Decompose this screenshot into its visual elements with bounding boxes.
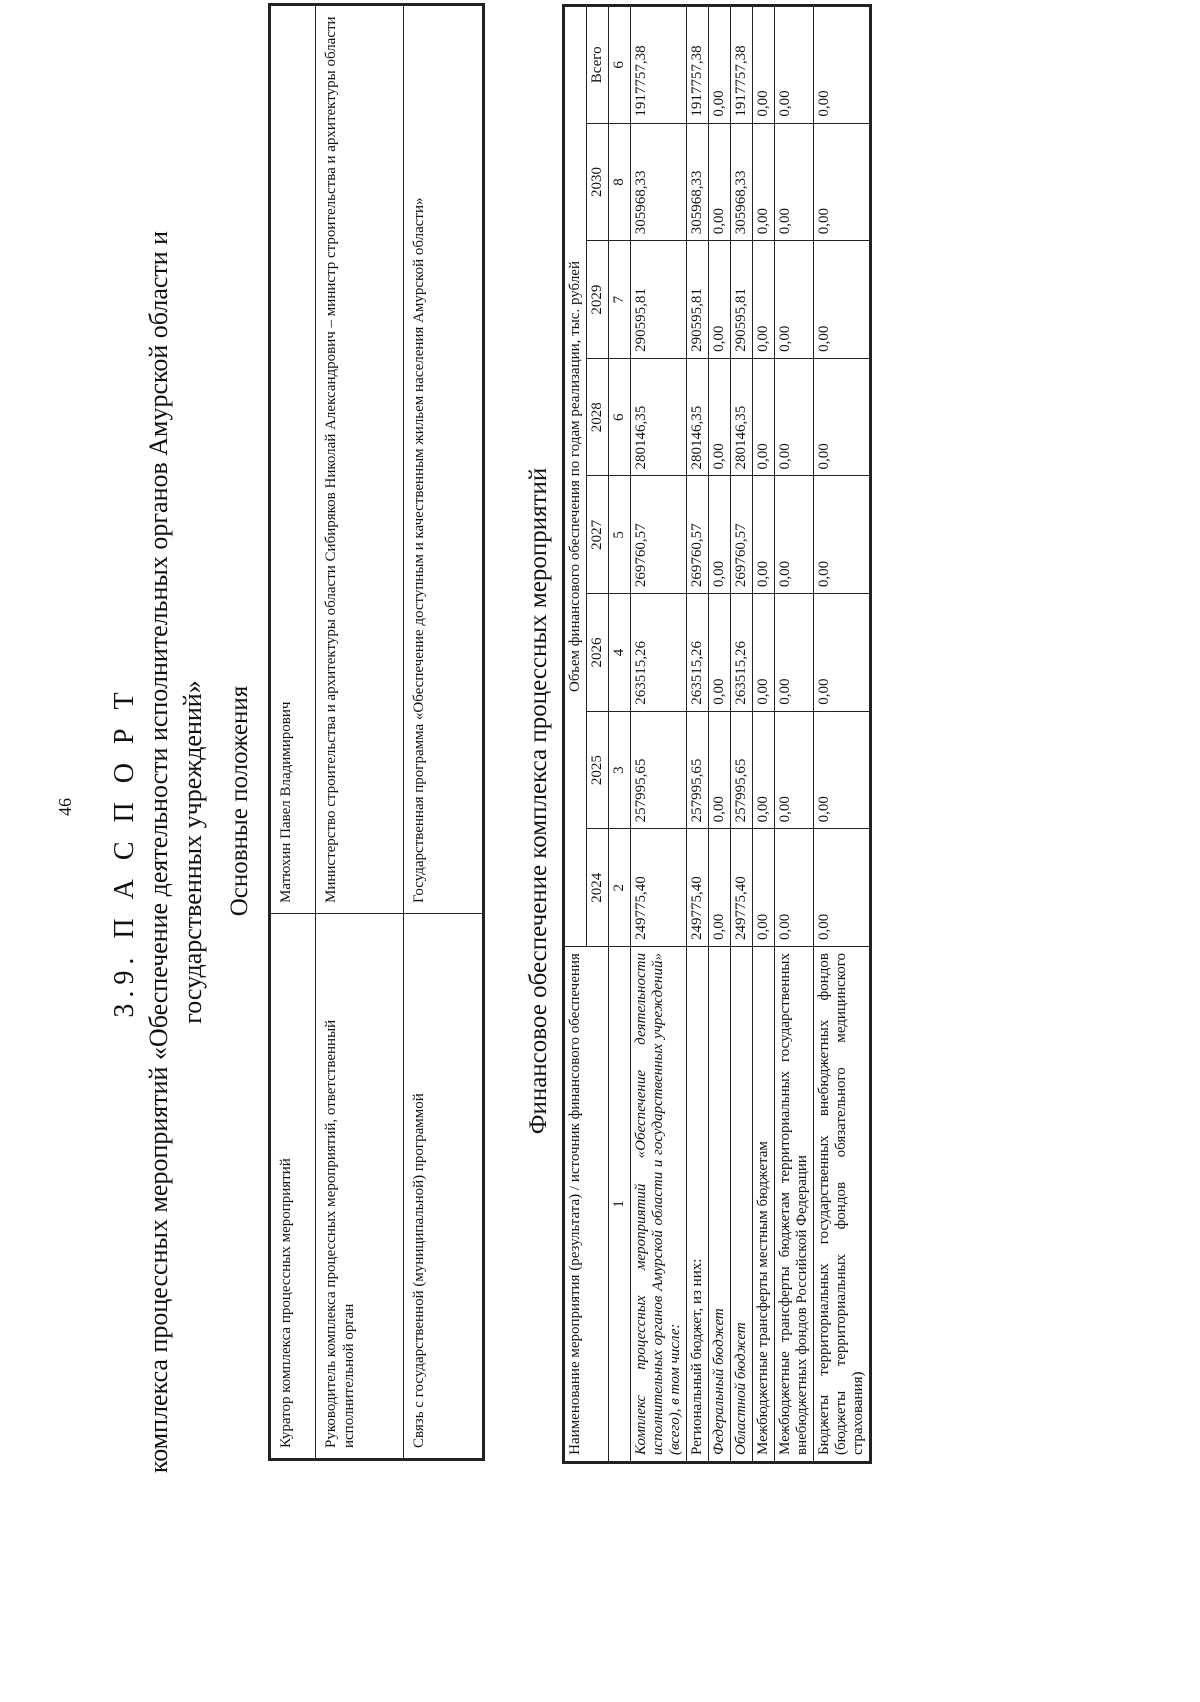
value-cell: 0,00 <box>753 6 775 124</box>
basics-value: Государственная программа «Обеспечение доступным и качественным жильем населения Амурской области» <box>404 5 484 914</box>
value-cell: 0,00 <box>709 711 731 829</box>
basics-row-curator <box>270 5 316 1460</box>
value-cell: 0,00 <box>709 358 731 476</box>
value-cell: 0,00 <box>775 476 814 594</box>
row-name: Межбюджетные трансферты местным бюджетам <box>753 947 775 1463</box>
finance-heading: Финансовое обеспечение комплекса процессных мероприятий <box>525 467 552 1135</box>
header-volume-cell: Объем финансового обеспечения по годам реализации, тыс. рублей <box>564 6 587 947</box>
value-cell: 249775,40 <box>631 829 687 947</box>
basics-label: Связь с государственной (муниципальной) программой <box>404 914 484 1460</box>
value-cell: 257995,65 <box>687 711 709 829</box>
value-cell: 0,00 <box>775 241 814 359</box>
column-number: 6 <box>609 6 631 124</box>
basics-row-head <box>316 5 404 1460</box>
row-name: Областной бюджет <box>731 947 753 1463</box>
title-line-3: государственных учреждений» <box>178 680 207 1024</box>
value-cell: 0,00 <box>709 6 731 124</box>
row-name: Межбюджетные трансферты бюджетам территориальных государственных внебюджетных фондов Российской Федерации <box>775 947 814 1463</box>
value-cell: 0,00 <box>753 241 775 359</box>
value-cell: 257995,65 <box>631 711 687 829</box>
value-cell: 280146,35 <box>631 358 687 476</box>
value-cell: 0,00 <box>709 241 731 359</box>
basics-table <box>268 3 485 1461</box>
title-line-1: 3.9. П А С П О Р Т <box>109 686 140 1018</box>
basics-row-program-link <box>404 5 484 1460</box>
value-cell: 280146,35 <box>687 358 709 476</box>
value-cell: 0,00 <box>775 594 814 712</box>
value-cell: 263515,26 <box>631 594 687 712</box>
table-row <box>631 6 687 1463</box>
row-name: Комплекс процессных мероприятий «Обеспечение деятельности исполнительных органов Амурской области и государственных учреждений» (всего), в том числе: <box>631 947 687 1463</box>
column-number: 2 <box>609 829 631 947</box>
document-title <box>108 152 210 1552</box>
row-name: Региональный бюджет, из них: <box>687 947 709 1463</box>
year-header: 2025 <box>587 711 609 829</box>
value-cell: 0,00 <box>814 476 871 594</box>
value-cell: 0,00 <box>753 476 775 594</box>
value-cell: 0,00 <box>775 711 814 829</box>
value-cell: 1917757,38 <box>631 6 687 124</box>
value-cell: 305968,33 <box>731 123 753 241</box>
value-cell: 0,00 <box>775 358 814 476</box>
value-cell: 0,00 <box>709 476 731 594</box>
value-cell: 0,00 <box>709 594 731 712</box>
column-number: 1 <box>609 947 631 1463</box>
value-cell: 249775,40 <box>687 829 709 947</box>
value-cell: 0,00 <box>814 6 871 124</box>
value-cell: 0,00 <box>753 829 775 947</box>
value-cell: 257995,65 <box>731 711 753 829</box>
column-number: 7 <box>609 241 631 359</box>
value-cell: 0,00 <box>775 829 814 947</box>
finance-column-numbers-row <box>609 6 631 1463</box>
title-line-2: комплекса процессных мероприятий «Обеспечение деятельности исполнительных органов Амурской области и <box>144 230 173 1474</box>
row-name: Бюджеты территориальных государственных внебюджетных фондов (бюджеты территориальных фондов обязательного медицинского страхования) <box>814 947 871 1463</box>
column-number: 5 <box>609 476 631 594</box>
year-header: 2029 <box>587 241 609 359</box>
basics-label: Куратор комплекса процессных мероприятий <box>270 914 316 1460</box>
finance-header-row <box>564 6 587 1463</box>
value-cell: 0,00 <box>753 594 775 712</box>
page-number: 46 <box>55 798 75 816</box>
value-cell: 0,00 <box>814 358 871 476</box>
header-name-cell: Наименование мероприятия (результата) / источник финансового обеспечения <box>564 947 609 1463</box>
value-cell: 0,00 <box>814 594 871 712</box>
basics-value: Матюхин Павел Владимирович <box>270 5 316 914</box>
value-cell: 1917757,38 <box>731 6 753 124</box>
table-row <box>731 6 753 1463</box>
column-number: 6 <box>609 358 631 476</box>
value-cell: 269760,57 <box>631 476 687 594</box>
column-number: 4 <box>609 594 631 712</box>
value-cell: 269760,57 <box>687 476 709 594</box>
value-cell: 249775,40 <box>731 829 753 947</box>
value-cell: 1917757,38 <box>687 6 709 124</box>
value-cell: 0,00 <box>709 829 731 947</box>
value-cell: 269760,57 <box>731 476 753 594</box>
value-cell: 290595,81 <box>687 241 709 359</box>
value-cell: 305968,33 <box>687 123 709 241</box>
year-header: 2030 <box>587 123 609 241</box>
value-cell: 290595,81 <box>631 241 687 359</box>
value-cell: 0,00 <box>753 358 775 476</box>
year-header: Всего <box>587 6 609 124</box>
table-row <box>709 6 731 1463</box>
value-cell: 0,00 <box>753 711 775 829</box>
table-row <box>775 6 814 1463</box>
year-header: 2027 <box>587 476 609 594</box>
basics-heading: Основные положения <box>226 685 253 917</box>
value-cell: 0,00 <box>753 123 775 241</box>
value-cell: 263515,26 <box>687 594 709 712</box>
value-cell: 280146,35 <box>731 358 753 476</box>
value-cell: 290595,81 <box>731 241 753 359</box>
year-header: 2024 <box>587 829 609 947</box>
finance-table <box>562 4 872 1464</box>
value-cell: 0,00 <box>775 123 814 241</box>
value-cell: 0,00 <box>814 711 871 829</box>
value-cell: 0,00 <box>775 6 814 124</box>
row-name: Федеральный бюджет <box>709 947 731 1463</box>
value-cell: 263515,26 <box>731 594 753 712</box>
year-header: 2028 <box>587 358 609 476</box>
table-row <box>687 6 709 1463</box>
value-cell: 0,00 <box>814 123 871 241</box>
value-cell: 0,00 <box>814 241 871 359</box>
year-header: 2026 <box>587 594 609 712</box>
table-row <box>814 6 871 1463</box>
column-number: 3 <box>609 711 631 829</box>
column-number: 8 <box>609 123 631 241</box>
table-row <box>753 6 775 1463</box>
value-cell: 0,00 <box>814 829 871 947</box>
value-cell: 0,00 <box>709 123 731 241</box>
value-cell: 305968,33 <box>631 123 687 241</box>
basics-label: Руководитель комплекса процессных мероприятий, ответственный исполнительной орган <box>316 914 404 1460</box>
basics-value: Министерство строительства и архитектуры области Сибиряков Николай Александрович – министр строительства и архитектуры области <box>316 5 404 914</box>
